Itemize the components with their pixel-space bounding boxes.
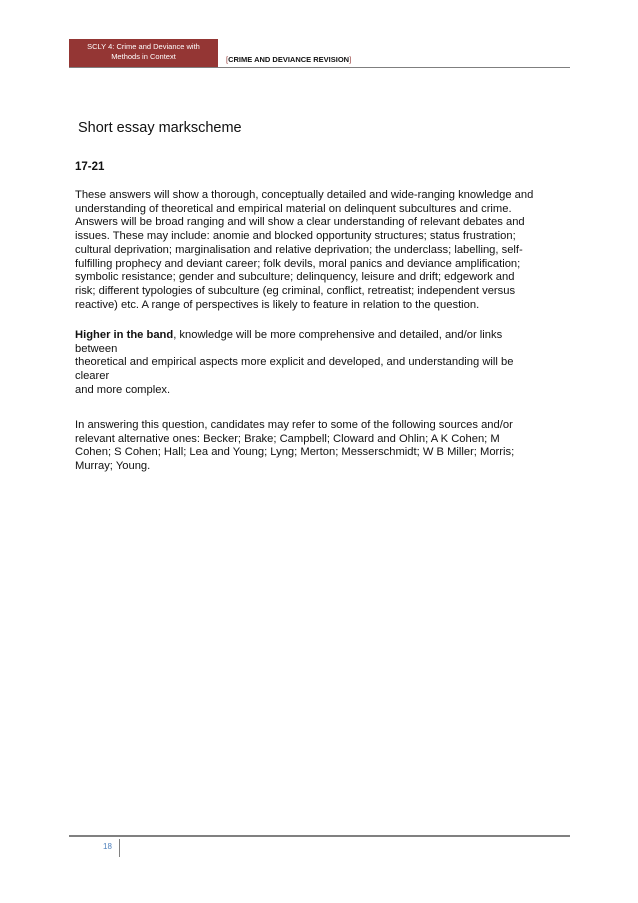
header-divider xyxy=(69,67,570,68)
paragraph-line: Answers will be broad ranging and will show a clear understanding of relevant debates and xyxy=(75,216,525,229)
header-bracket-close: ] xyxy=(349,55,352,64)
paragraph-line: Cohen; S Cohen; Hall; Lea and Young; Lyng; Merton; Messerschmidt; W B Miller; Morris; xyxy=(75,446,515,459)
band-description-paragraph xyxy=(75,189,533,312)
header-doc-title xyxy=(226,55,351,64)
paragraph-line: reactive) etc. A range of perspectives is likely to feature in relation to the question. xyxy=(75,298,480,311)
paragraph-line: risk; different typologies of subculture (eg criminal, conflict, retreatist; independent versus xyxy=(75,284,516,297)
header-course-line1: SCLY 4: Crime and Deviance with xyxy=(87,42,200,51)
paragraph-line: fulfilling prophecy and deviant career; folk devils, moral panics and deviance amplification; xyxy=(75,257,521,270)
paragraph-line: These answers will show a thorough, conceptually detailed and wide-ranging knowledge and xyxy=(75,189,534,201)
higher-band-line1-rest: , knowledge will be more comprehensive and detailed, and/or links xyxy=(173,329,503,341)
paragraph-line: between xyxy=(75,342,118,355)
sources-paragraph xyxy=(75,419,514,474)
mark-band-label: 17-21 xyxy=(75,161,105,173)
higher-band-lead: Higher in the band xyxy=(75,329,174,341)
section-heading: Short essay markscheme xyxy=(78,120,242,136)
paragraph-line: In answering this question, candidates may refer to some of the following sources and/or xyxy=(75,419,513,431)
footer-separator xyxy=(119,839,120,857)
page-number: 18 xyxy=(103,842,112,851)
paragraph-line: cultural deprivation; marginalisation and relative deprivation; the underclass; labelling, self- xyxy=(75,243,523,256)
paragraph-line: theoretical and empirical aspects more explicit and developed, and understanding will be xyxy=(75,356,514,369)
higher-band-paragraph xyxy=(75,329,513,398)
header-bracket-open: [ xyxy=(226,55,229,64)
header-course-line2: Methods in Context xyxy=(111,52,176,61)
paragraph-line: Murray; Young. xyxy=(75,460,151,473)
paragraph-line xyxy=(75,329,513,343)
header-doc-title-text: CRIME AND DEVIANCE REVISION xyxy=(228,55,350,64)
paragraph-line: and more complex. xyxy=(75,383,171,396)
paragraph-line: symbolic resistance; gender and subculture; delinquency, leisure and drift; edgework and xyxy=(75,271,515,284)
paragraph-line: issues. These may include: anomie and blocked opportunity structures; status frustration; xyxy=(75,230,516,243)
paragraph-line: relevant alternative ones: Becker; Brake; Campbell; Cloward and Ohlin; A K Cohen; M xyxy=(75,432,500,445)
header-course-box xyxy=(69,39,218,67)
paragraph-line: clearer xyxy=(75,370,110,383)
paragraph-line: understanding of theoretical and empirical material on delinquent subcultures and crime. xyxy=(75,202,512,215)
footer-divider xyxy=(69,835,570,837)
